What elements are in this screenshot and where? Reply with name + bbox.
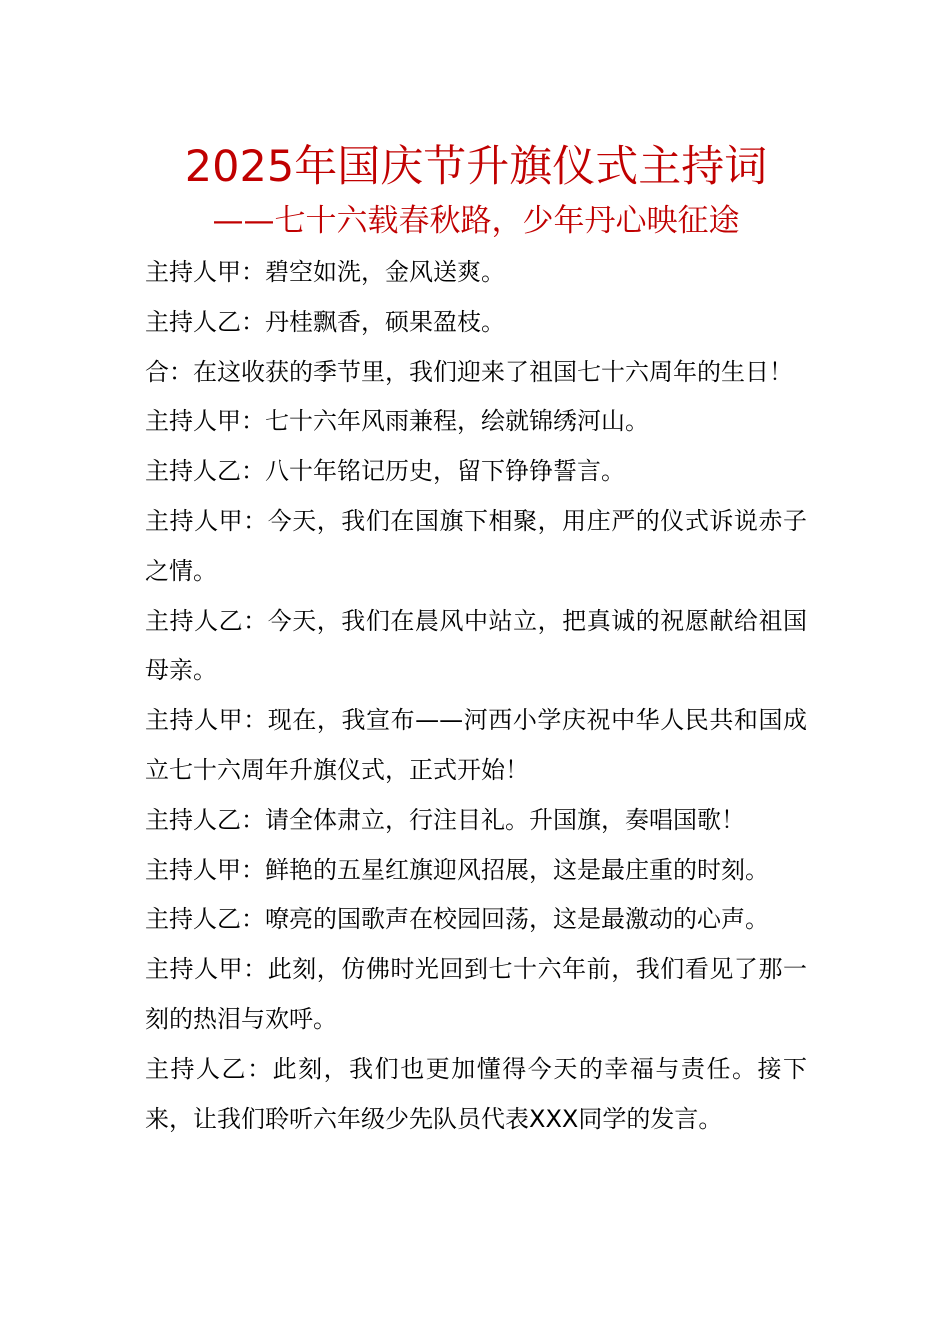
paragraph: 合：在这收获的季节里，我们迎来了祖国七十六周年的生日！: [145, 357, 793, 386]
paragraph: 主持人甲：碧空如洗，金风送爽。: [145, 258, 505, 286]
paragraph: 主持人乙：八十年铭记历史，留下铮铮誓言。: [145, 457, 625, 486]
paragraph: 主持人乙：请全体肃立，行注目礼。升国旗，奏唱国歌！: [145, 805, 745, 834]
document-page: [145, 136, 807, 1144]
paragraph: 主持人甲：此刻，仿佛时光回到七十六年前，我们看见了那一刻的热泪与欢呼。: [145, 955, 807, 1033]
paragraph: 主持人甲：现在，我宣布——河西小学庆祝中华人民共和国成立七十六周年升旗仪式，正式开始！: [145, 706, 807, 784]
paragraph: 主持人甲：鲜艳的五星红旗迎风招展，这是最庄重的时刻。: [145, 855, 769, 884]
paragraph: 主持人乙：丹桂飘香，硕果盈枝。: [145, 307, 505, 336]
paragraph: 主持人乙：嘹亮的国歌声在校园回荡，这是最激动的心声。: [145, 905, 769, 934]
paragraph: 主持人甲：今天，我们在国旗下相聚，用庄严的仪式诉说赤子之情。: [145, 506, 807, 585]
paragraph: 主持人乙：今天，我们在晨风中站立，把真诚的祝愿献给祖国母亲。: [145, 606, 807, 685]
document-title: 2025年国庆节升旗仪式主持词: [184, 142, 768, 192]
document-body: [145, 248, 807, 1144]
paragraph: 主持人乙：此刻，我们也更加懂得今天的幸福与责任。接下来，让我们聆听六年级少先队员代表XXX同学的发言。: [145, 1054, 807, 1133]
document-subtitle: ——七十六载春秋路，少年丹心映征途: [212, 203, 740, 239]
paragraph: 主持人甲：七十六年风雨兼程，绘就锦绣河山。: [145, 407, 649, 436]
